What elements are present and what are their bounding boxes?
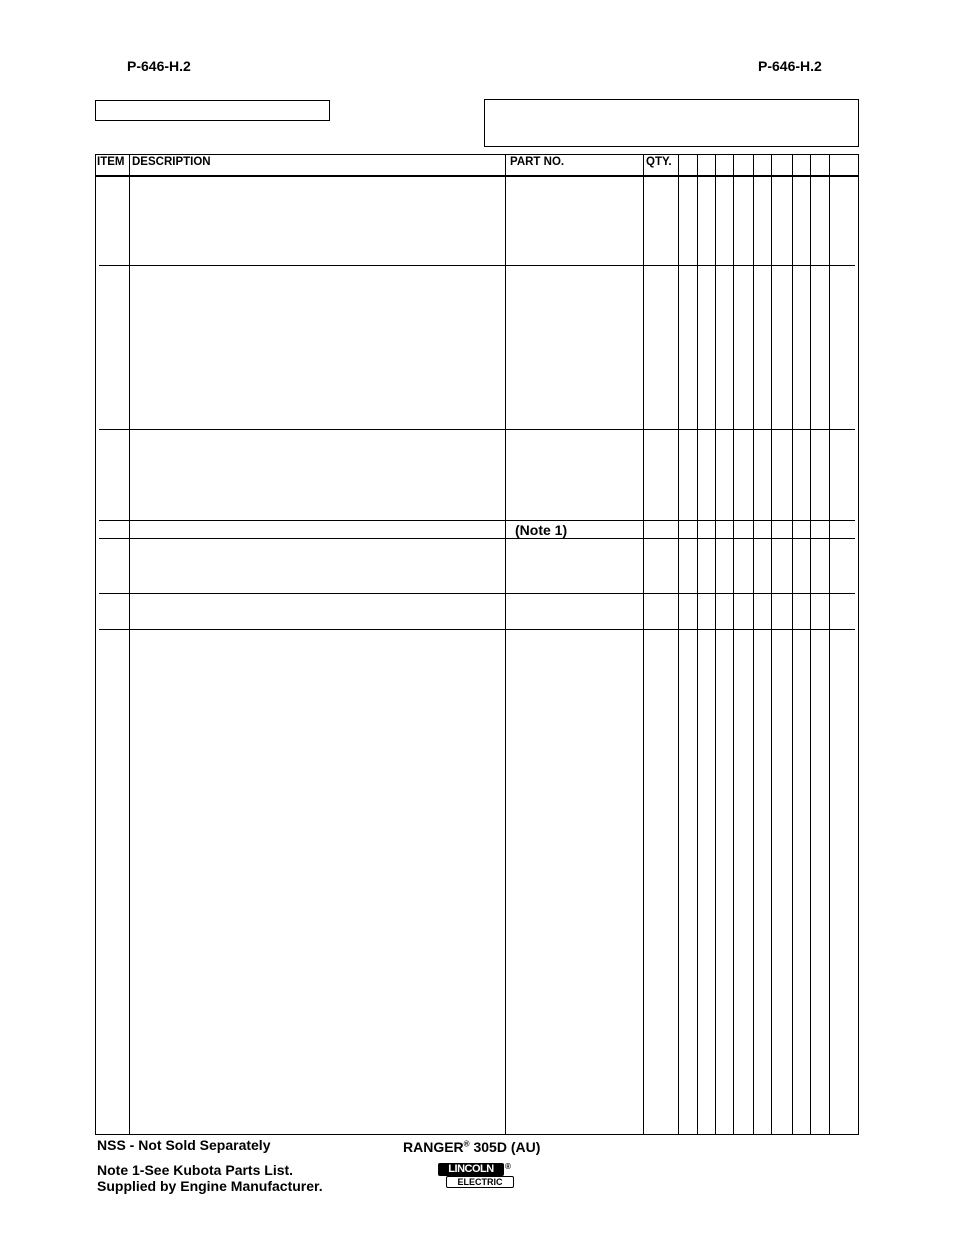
column-divider [753,154,754,1135]
registered-mark: ® [463,1139,470,1149]
column-divider [505,154,506,1135]
row-separator [99,538,855,539]
row-separator [99,629,855,630]
lincoln-electric-logo [438,1163,516,1190]
column-divider [810,154,811,1135]
kubota-note-line1: Note 1-See Kubota Parts List. [97,1162,294,1178]
product-title [403,1139,540,1155]
column-divider [829,154,830,1135]
logo-bottom-text: ELECTRIC [457,1177,503,1187]
column-divider [733,154,734,1135]
page-code-left: P-646-H.2 [127,58,191,74]
row-separator [99,429,855,430]
row-separator [99,520,855,521]
logo-registered-mark: ® [505,1162,511,1171]
column-divider [771,154,772,1135]
nss-note: NSS - Not Sold Separately [97,1137,271,1153]
row-separator [99,265,855,266]
page-code-right: P-646-H.2 [758,58,822,74]
column-divider [129,154,130,1135]
title-box-left [95,100,330,121]
logo-top-text: LINCOLN [448,1163,494,1175]
part-number-note: (Note 1) [515,522,568,538]
column-header-item: ITEM [97,156,125,168]
column-divider [678,154,679,1135]
logo-bottom-block [446,1176,514,1188]
table-border [95,154,859,1135]
logo-top-block [438,1163,504,1176]
column-divider [643,154,644,1135]
product-name: RANGER [403,1139,464,1155]
column-header-description: DESCRIPTION [132,156,211,168]
column-divider [715,154,716,1135]
table-header-rule [95,175,859,177]
title-box-right [484,99,859,147]
kubota-note-line2: Supplied by Engine Manufacturer. [97,1178,323,1194]
column-header-part-no: PART NO. [510,156,565,168]
product-model: 305D (AU) [469,1139,541,1155]
row-separator [99,593,855,594]
column-divider [792,154,793,1135]
column-header-qty: QTY. [646,156,672,168]
column-divider [697,154,698,1135]
